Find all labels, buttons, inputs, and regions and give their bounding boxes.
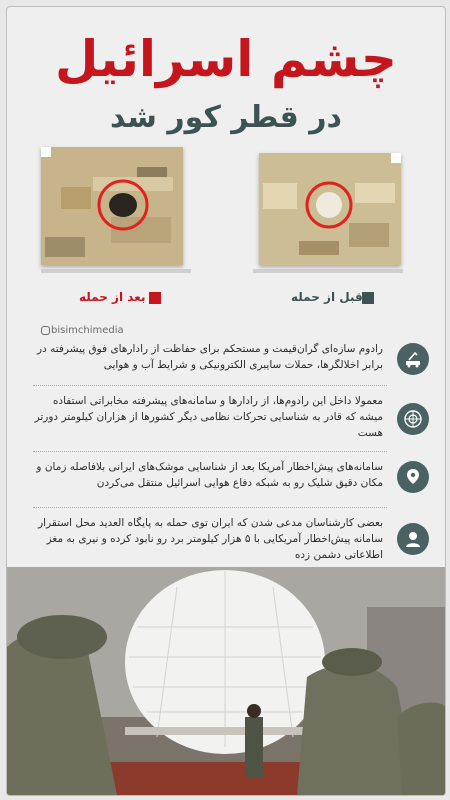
info-text: سامانه‌های پیش‌اخطار آمریکا بعد از شناسایی موشک‌های ایرانی بلافاصله زمان و مکان دقیق شلیک رو به شبکه دفاع هوایی اسرائیل منتقل می‌کردن <box>36 461 383 489</box>
person-icon <box>397 523 429 555</box>
divider <box>33 507 387 508</box>
instagram-icon <box>41 326 50 335</box>
info-text: بعضی کارشناسان مدعی شدن که ایران توی حمله به پایگاه العدید محل استقرار سامانه پیش‌اخطار آمریکایی با ۵ هزار کیلومتر برد رو نابود کرده و نیری به مغز اطلاعاتی دشمن زده <box>38 517 383 561</box>
radome-photo <box>7 567 445 795</box>
brand-handle: bisimchimedia <box>51 325 124 336</box>
corner-tag <box>41 147 51 157</box>
before-label-marker <box>362 292 374 304</box>
after-label-marker <box>149 292 161 304</box>
infographic <box>6 6 446 796</box>
location-pin-icon <box>397 461 429 493</box>
page-title: چشم اسرائیل <box>55 30 397 88</box>
info-item <box>33 393 429 445</box>
before-attack-satellite-graphic <box>259 153 401 265</box>
info-text: رادوم سازه‌ای گران‌قیمت و مستحکم برای حفاظت از رادارهای فوق پیشرفته در برابر اخلالگرها، حملات سایبری الکترونیکی و شرایط آب و هوایی <box>37 343 383 371</box>
after-attack-image <box>41 147 183 265</box>
radar-vehicle-icon <box>397 343 429 375</box>
before-attack-image <box>259 153 401 265</box>
after-attack-satellite-graphic <box>41 147 183 265</box>
image-shadow <box>253 269 403 273</box>
corner-tag <box>391 153 401 163</box>
before-attack-label: قبل از حمله <box>291 290 363 304</box>
info-item <box>33 341 429 381</box>
after-attack-label: بعد از حمله <box>79 290 146 304</box>
radar-scope-icon <box>397 403 429 435</box>
divider <box>33 451 387 452</box>
image-shadow <box>41 269 191 273</box>
info-item <box>33 459 429 499</box>
info-text: معمولا داخل این رادوم‌ها، از رادارها و سامانه‌های پیشرفته مخابراتی استفاده میشه که قادر به شناسایی تحرکات نظامی دیگر کشورها از هزاران کیلومتر دورتر هست <box>34 395 383 439</box>
divider <box>33 385 387 386</box>
page-subtitle: در قطر کور شد <box>110 100 342 135</box>
radome-scene-graphic <box>7 567 445 795</box>
info-item <box>33 515 429 567</box>
